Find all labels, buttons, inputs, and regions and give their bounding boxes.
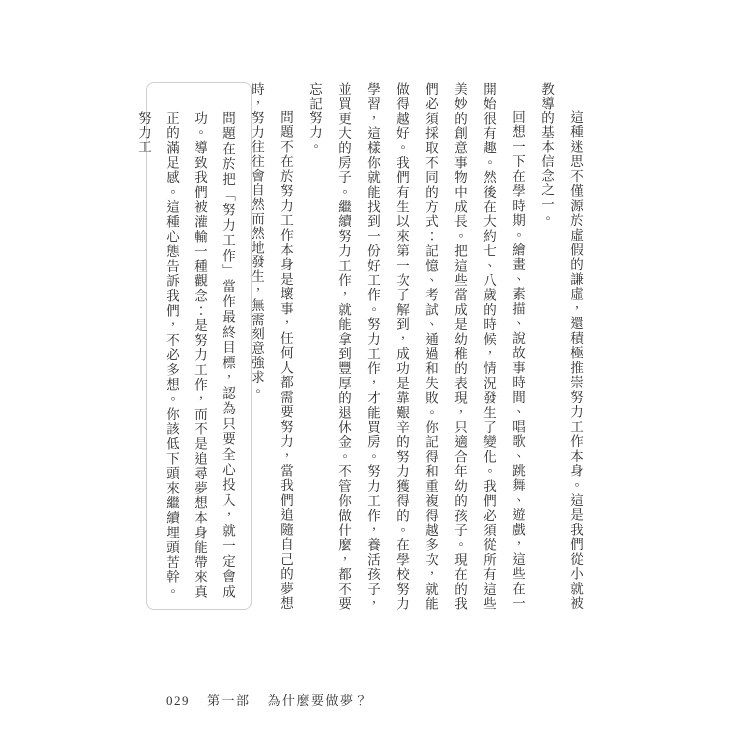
- paragraph-1: 這種迷思不僅源於虛假的謙虛，還積極推崇努力工作本身。這是我們從小就被教導的基本信念之一。: [539, 82, 583, 611]
- chapter-title: 為什麼要做夢？: [267, 693, 370, 708]
- paragraph-3: 問題不在於努力工作本身是壞事，任何人都需要努力，當我們追隨自己的夢想時，努力往往會自然而然地發生，無需刻意強求。: [249, 82, 293, 611]
- body-text: [242, 82, 590, 611]
- part-label: 第一部: [207, 693, 251, 708]
- callout-text: 問題在於把「努力工作」當作最終目標，認為只要全心投入，就一定會成功。導致我們被灌輸一種觀念：是努力工作，而不是追尋夢想本身能帶來真正的滿足感。這種心態告訴我們，不必多想。你該低下頭來繼續埋頭苦幹。努力工: [136, 111, 235, 599]
- paragraph-2: 回想一下在學時期。繪畫、素描、說故事時間、唱歌、跳舞、遊戲，這些在一開始很有趣。然後在大約七、八歲的時候，情況發生了變化。我們必須從所有這些美妙的創意事物中成長。把這些當成是幼稚的表現，只適合年幼的孩子。現在的我們必須採取不同的方式：記憶、考試、通過和失敗。你記得和重複得越多次，就能做得越好。我們有生以來第一次了解到，成功是靠艱辛的努力獲得的。在學校努力學習，這樣你就能找到一份好工作。努力工作，才能買房。努力工作，養活孩子，並買更大的房子。繼續努力工作，就能拿到豐厚的退休金。不管你做什麼，都不要忘記努力。: [307, 82, 525, 611]
- page-footer: [166, 690, 369, 709]
- callout-box: [136, 82, 252, 610]
- page-number: 029: [166, 693, 190, 708]
